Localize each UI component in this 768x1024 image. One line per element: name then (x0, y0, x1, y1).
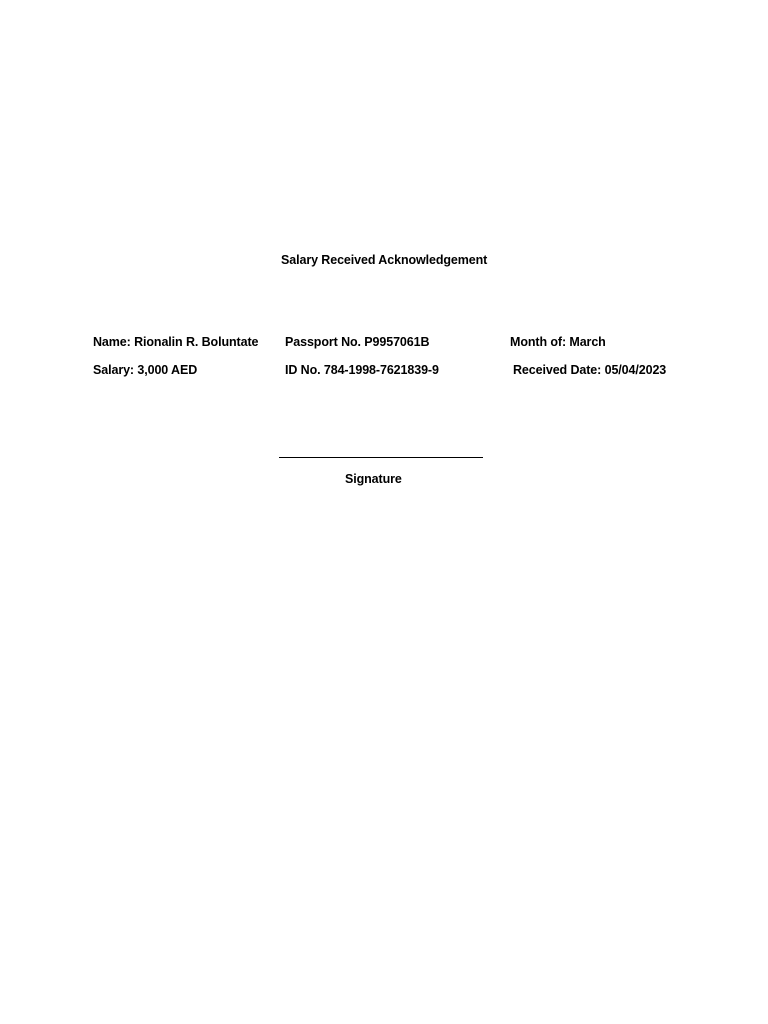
id-number: ID No. 784-1998-7621839-9 (285, 363, 439, 377)
received-date: Received Date: 05/04/2023 (513, 363, 667, 377)
signature-line (279, 457, 483, 458)
salary-amount: Salary: 3,000 AED (93, 363, 198, 377)
passport-number: Passport No. P9957061B (285, 335, 430, 349)
employee-name: Name: Rionalin R. Boluntate (93, 335, 259, 349)
salary-month: Month of: March (510, 335, 606, 349)
signature-label: Signature (345, 472, 402, 486)
document-title: Salary Received Acknowledgement (281, 253, 488, 267)
